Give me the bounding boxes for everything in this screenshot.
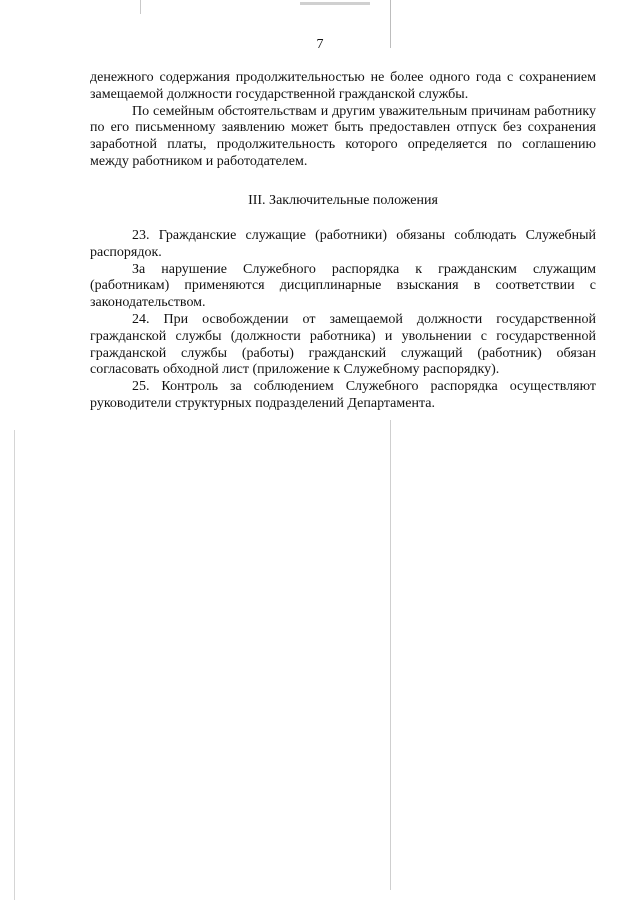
section-heading: III. Заключительные положения: [248, 193, 438, 208]
scan-speck: [300, 2, 370, 5]
scan-speck: [140, 0, 141, 14]
paragraph-25: 25. Контроль за соблюдением Служебного распорядка осуществляют руководители структурных подразделений Департамента.: [90, 379, 596, 411]
top-text: [90, 70, 596, 171]
scan-fold-line: [390, 420, 391, 890]
page-number: 7: [316, 37, 324, 52]
final-provisions-text: [90, 228, 596, 413]
paragraph-23: 23. Гражданские служащие (работники) обязаны соблюдать Служебный распорядок.: [90, 228, 596, 260]
paragraph: За нарушение Служебного распорядка к гражданским служащим (работникам) применяются дисциплинарные взыскания в соответствии с законодательством.: [90, 261, 596, 311]
paragraph: По семейным обстоятельствам и другим уважительным причинам работнику по его письменному заявлению может быть предоставлен отпуск без сохранения заработной платы, продолжительность которого определяется по соглашению между работником и работодателем.: [90, 103, 596, 169]
scan-edge-line: [14, 430, 15, 900]
paragraph-24: 24. При освобождении от замещаемой должности государственной гражданской службы (должности работника) и увольнении с государственной гражданской службы (работы) гражданский служащий (работник) обязан согласовать обходной лист (приложение к Служебному распорядку).: [90, 311, 596, 378]
paragraph: денежного содержания продолжительностью не более одного года с сохранением замещаемой должности государственной гражданской службы.: [90, 70, 596, 102]
